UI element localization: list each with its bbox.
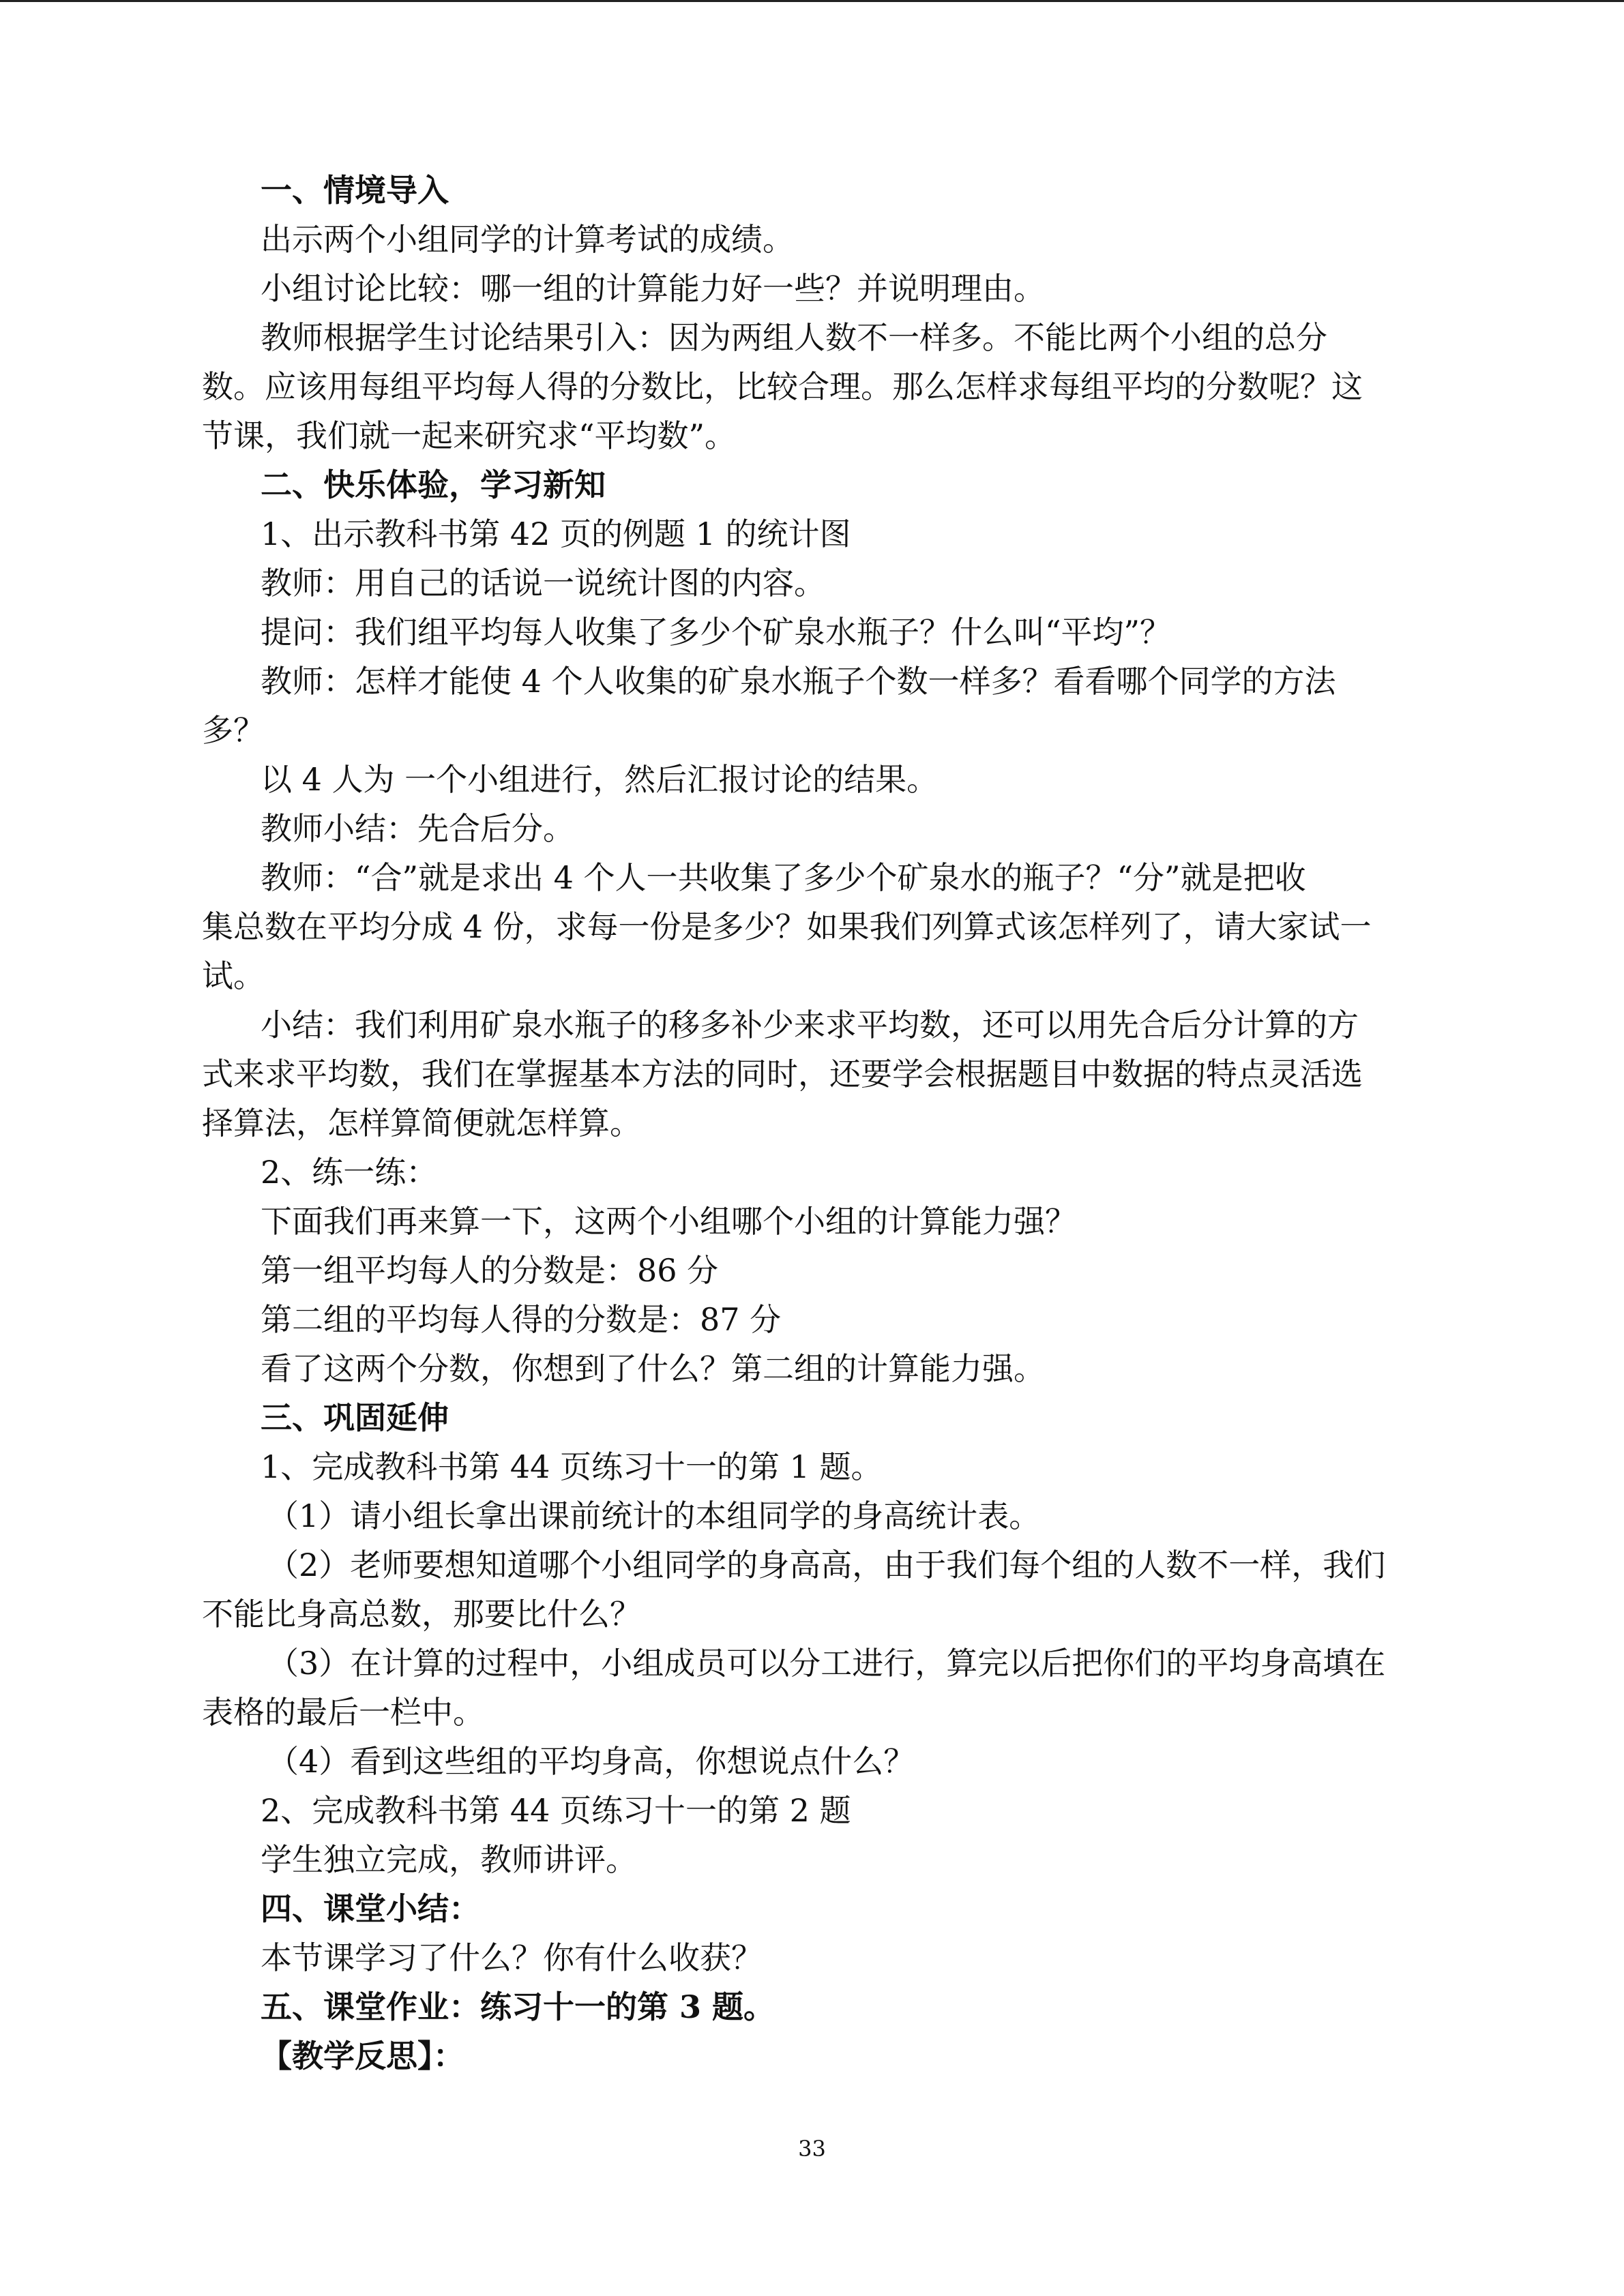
paragraph-line: 2、完成教科书第 44 页练习十一的第 2 题 xyxy=(261,1792,851,1829)
paragraph-line: 节课，我们就一起来研究求“平均数”。 xyxy=(202,417,737,454)
section-heading: 三、巩固延伸 xyxy=(261,1399,449,1436)
paragraph-line: （3）在计算的过程中，小组成员可以分工进行，算完以后把你们的平均身高填在 xyxy=(267,1645,1386,1682)
paragraph-line: （1）请小组长拿出课前统计的本组同学的身高统计表。 xyxy=(267,1497,1041,1534)
paragraph-line: 本节课学习了什么？你有什么收获？ xyxy=(261,1939,763,1976)
paragraph-line: 教师根据学生讨论结果引入：因为两组人数不一样多。不能比两个小组的总分 xyxy=(261,319,1327,356)
paragraph-line: 表格的最后一栏中。 xyxy=(202,1694,484,1731)
paragraph-line: 2、练一练： xyxy=(261,1154,438,1191)
paragraph-line: 式来求平均数，我们在掌握基本方法的同时，还要学会根据题目中数据的特点灵活选 xyxy=(202,1056,1363,1092)
paragraph-line: 多？ xyxy=(202,712,265,749)
paragraph-line: 1、出示教科书第 42 页的例题 1 的统计图 xyxy=(261,516,851,552)
section-heading: 五、课堂作业：练习十一的第 3 题。 xyxy=(261,1988,776,2025)
paragraph-line: 小结：我们利用矿泉水瓶子的移多补少来求平均数，还可以用先合后分计算的方 xyxy=(261,1007,1359,1043)
paragraph-line: 学生独立完成，教师讲评。 xyxy=(261,1841,637,1878)
section-heading: 二、快乐体验，学习新知 xyxy=(261,466,606,503)
section-heading: 【教学反思】： xyxy=(261,2038,464,2074)
paragraph-line: 教师：“合”就是求出 4 个人一共收集了多少个矿泉水的瓶子？“分”就是把收 xyxy=(261,859,1306,896)
paragraph-line: 教师：用自己的话说一说统计图的内容。 xyxy=(261,565,825,601)
paragraph-line: 第一组平均每人的分数是：86 分 xyxy=(261,1252,719,1289)
paragraph-line: 教师：怎样才能使 4 个人收集的矿泉水瓶子个数一样多？看看哪个同学的方法 xyxy=(261,663,1336,700)
paragraph-line: 数。应该用每组平均每人得的分数比，比较合理。那么怎样求每组平均的分数呢？这 xyxy=(202,368,1363,405)
paragraph-line: （2）老师要想知道哪个小组同学的身高高，由于我们每个组的人数不一样，我们 xyxy=(267,1547,1386,1583)
paragraph-line: 以 4 人为 一个小组进行，然后汇报讨论的结果。 xyxy=(261,761,939,798)
page-number: 33 xyxy=(798,2136,826,2162)
paragraph-line: 小组讨论比较：哪一组的计算能力好一些？并说明理由。 xyxy=(261,270,1045,307)
paragraph-line: 不能比身高总数，那要比什么？ xyxy=(202,1596,641,1632)
paragraph-line: 提问：我们组平均每人收集了多少个矿泉水瓶子？什么叫“平均”？ xyxy=(261,614,1172,651)
paragraph-line: 择算法，怎样算简便就怎样算。 xyxy=(202,1105,641,1142)
paragraph-line: 1、完成教科书第 44 页练习十一的第 1 题。 xyxy=(261,1448,883,1485)
section-heading: 四、课堂小结： xyxy=(261,1890,480,1927)
paragraph-line: 试。 xyxy=(202,957,265,994)
paragraph-line: 集总数在平均分成 4 份，求每一份是多少？如果我们列算式该怎样列了，请大家试一 xyxy=(202,908,1372,945)
paragraph-line: 教师小结：先合后分。 xyxy=(261,810,574,847)
paragraph-line: （4）看到这些组的平均身高，你想说点什么？ xyxy=(267,1743,915,1780)
paragraph-line: 下面我们再来算一下，这两个小组哪个小组的计算能力强？ xyxy=(261,1203,1076,1240)
document-body xyxy=(202,166,1423,2081)
paragraph-line: 出示两个小组同学的计算考试的成绩。 xyxy=(261,221,794,258)
section-heading: 一、情境导入 xyxy=(261,172,449,209)
paragraph-line: 第二组的平均每人得的分数是：87 分 xyxy=(261,1301,782,1338)
paragraph-line: 看了这两个分数，你想到了什么？第二组的计算能力强。 xyxy=(261,1350,1045,1387)
